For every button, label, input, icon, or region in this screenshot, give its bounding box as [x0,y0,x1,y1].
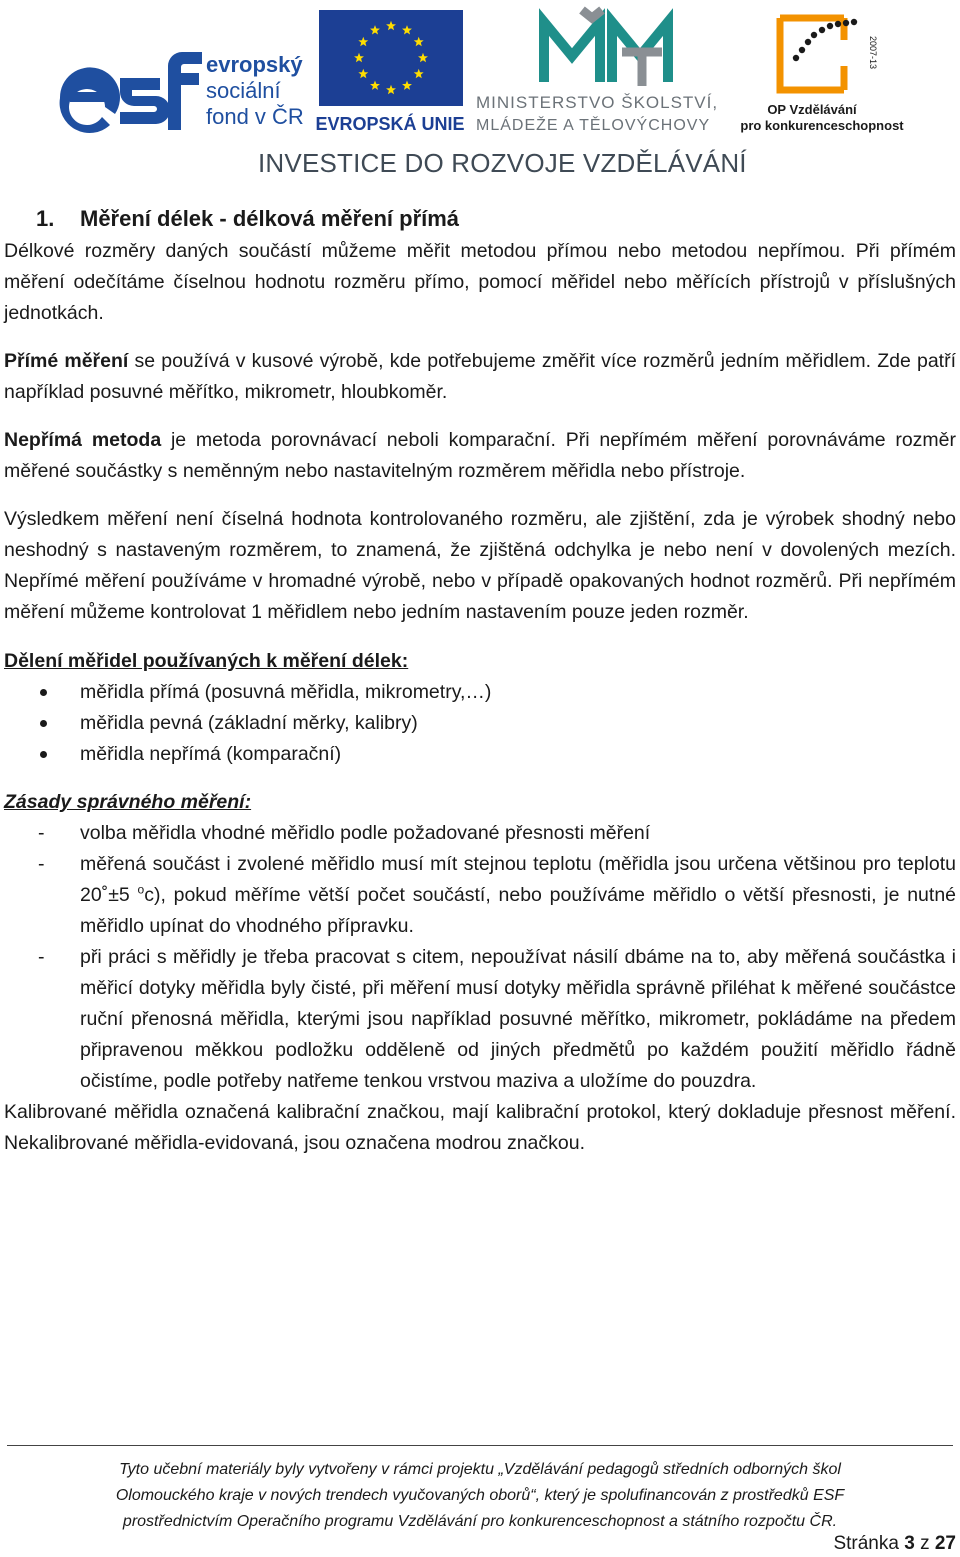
list-item-text [80,849,960,942]
msmt-logo-mark [472,6,730,136]
section-number: 1. [36,206,55,231]
op-text-line1: OP Vzdělávání [767,102,857,117]
dash-marker: - [38,822,45,844]
paragraph-calibration: Kalibrované měřidla označená kalibrační značkou, mají kalibrační protokol, který dokladuje přesnost měření. Nekalibrované měřidla-evidovaná, jsou označena modrou značkou. [4,1101,956,1154]
list-item [0,677,960,708]
section-heading [0,200,960,238]
temperature-text-a: měřená součást i zvolené měřidlo musí mít stejnou teplotu (měřidla jsou určena většinou pro teplotu 20 [80,853,956,906]
degree-symbol: ˚ [101,884,109,906]
op-logo-mark [740,6,910,136]
page-of: z [920,1533,930,1554]
footer-line: prostřednictvím Operačního programu Vzdělávání pro konkurenceschopnost a státního rozpočtu ČR. [122,1513,838,1530]
list-item [0,849,960,942]
temperature-tolerance: ±5 [108,884,138,906]
msmt-logo [472,6,730,136]
degree-superscript: o [137,882,145,897]
dash-marker: - [38,853,45,875]
list-item [0,818,960,849]
op-text-line2: pro konkurenceschopnost [740,118,904,133]
list-item [0,942,960,1097]
division-list [0,677,960,770]
footer-note [0,1457,960,1535]
esf-logo-mark [50,38,315,138]
direct-measurement-term: Přímé měření [4,350,129,372]
eu-flag-logo [315,8,465,133]
paragraph-direct-measurement [0,346,960,408]
list-item-text: měřidla nepřímá (komparační) [80,743,342,765]
msmt-text-line2: MLÁDEŽE A TĚLOVÝCHOVY [476,117,711,134]
esf-text-line3: fond v ČR [206,104,304,129]
footer-line: Tyto učební materiály byly vytvořeny v rámci projektu „Vzdělávání pedagogů středních odborných škol [119,1461,841,1478]
list-item-text: měřidla přímá (posuvná měřidla, mikrometry,…) [80,681,492,703]
investment-tagline: INVESTICE DO ROZVOJE VZDĚLÁVÁNÍ [258,148,747,178]
bullet-icon [0,677,80,708]
paragraph-intro: Délkové rozměry daných součástí můžeme měřit metodou přímou nebo metodou nepřímou. Při přímém měření odečítáme číselnou hodnotu rozměru přímo, pomocí měřidel nebo měřících přístrojů v příslušných jednotkách. [4,240,956,324]
dash-marker: - [38,946,45,968]
principles-list [0,818,960,1097]
page-number [833,1533,956,1555]
page-current: 3 [904,1533,915,1554]
list-item-text: volba měřidla vhodné měřidlo podle požadované přesnosti měření [80,822,651,844]
footer-line: Olomouckého kraje v nových trendech vyučovaných oborů“, který je spolufinancován z prostředků ESF [115,1487,845,1504]
header-logos [0,0,960,185]
section-title: Měření délek - délková měření přímá [80,206,460,231]
op-years: 2007-13 [868,36,878,70]
page-label: Stránka [833,1533,899,1554]
esf-logo [50,38,315,138]
esf-text-line2: sociální [206,78,281,103]
paragraph-result: Výsledkem měření není číselná hodnota kontrolovaného rozměru, ale zjištění, zda je výrobek shodný nebo neshodný s nastaveným rozměrem, to znamená, že zjištěná odchylka je nebo není v dovolených mezích. Nepřímé měření používáme v hromadné výrobě, nebo v případě opakovaných hodnot rozměrů. Při nepřímém měření můžeme kontrolovat 1 měřidlem nebo jedním nastavením pouze jeden rozměr. [4,508,956,623]
op-vzdelavani-logo [740,6,910,136]
list-item-text: při práci s měřidly je třeba pracovat s citem, nepoužívat násilí dbáme na to, aby měřená součástka i měřicí dotyky měřidla byly čisté, při měření musí dotyky měřidla správně přiléhat k měřené součástce ruční přenosná měřidla, kterými jsou například posuvné měřítko, mikrometr, pokládáme na předem připravenou měkkou podložku odděleně od jiných předmětů po každém použití měřidlo řádně očistíme, podle potřeby natřeme tenkou vrstvou maziva a uložíme do pouzdra. [80,946,956,1092]
indirect-method-term: Nepřímá metoda [4,429,162,451]
division-heading: Dělení měřidel používaných k měření délek: [4,650,409,672]
principles-heading: Zásady správného měření: [4,791,252,813]
eu-text: EVROPSKÁ UNIE [315,114,465,133]
direct-measurement-text: se používá v kusové výrobě, kde potřebujeme změřit více rozměrů jedním měřidlem. Zde patří například posuvné měřítko, mikrometr, hloubkoměr. [4,350,956,403]
list-item-text: měřidla pevná (základní měrky, kalibry) [80,712,418,734]
temperature-text-c: c), pokud měříme větší počet součástí, nebo používáme měřidlo o větší přesnosti, je nutné měřidlo upínat do vhodného přípravku. [80,884,957,937]
esf-text-line1: evropský [206,52,303,77]
document-body [0,200,960,1159]
indirect-method-text: je metoda porovnávací neboli komparační. Při nepřímém měření porovnáváme rozměr měřené součástky s neměnným nebo nastavitelným rozměrem měřidla nebo přístroje. [4,429,957,482]
bullet-icon [0,708,80,739]
page-total: 27 [934,1533,956,1554]
bullet-icon [0,739,80,770]
list-item [0,739,960,770]
msmt-text-line1: MINISTERSTVO ŠKOLSTVÍ, [476,93,719,112]
list-item [0,708,960,739]
eu-flag-icon [315,8,465,133]
paragraph-indirect-method [0,425,960,487]
footer-divider [7,1445,953,1446]
